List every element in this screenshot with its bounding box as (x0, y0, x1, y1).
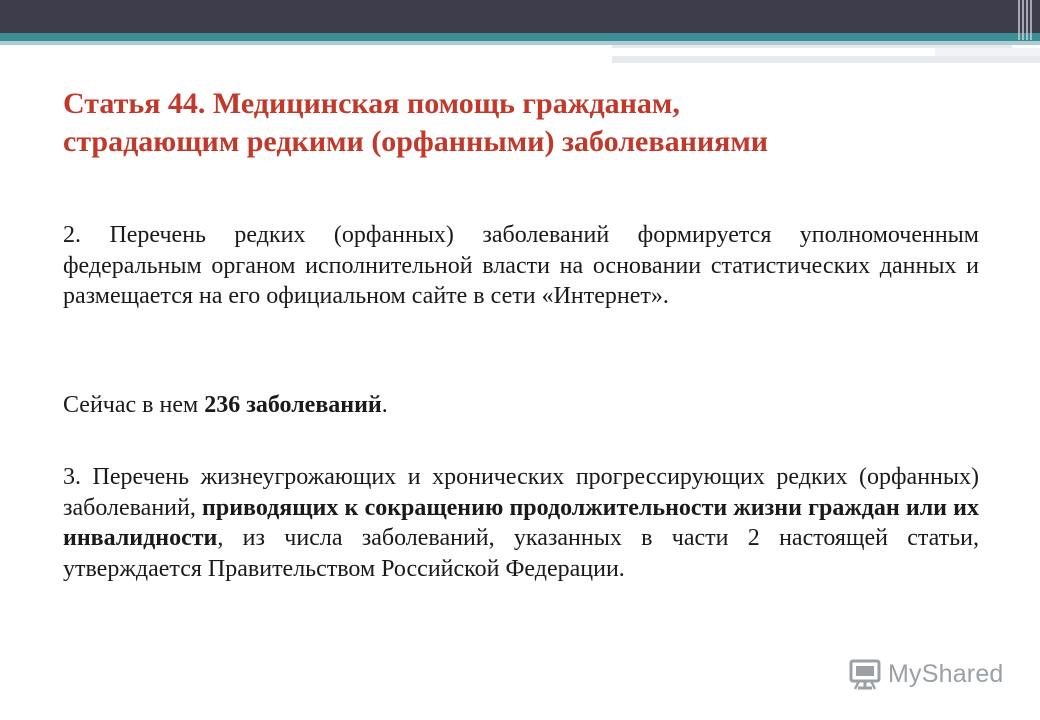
paragraph-3 (63, 462, 979, 584)
header-dark-band (0, 0, 1040, 33)
count-suffix: . (381, 392, 388, 418)
paragraph-2: 2. Перечень редких (орфанных) заболеваний формируется уполномоченным федеральным органом исполнительной власти на основании статистических данных и размещается на его официальном сайте в сети «Интернет». (63, 222, 979, 309)
watermark-text: MyShared (888, 659, 1004, 688)
decorative-line (935, 48, 1040, 56)
disease-count: 236 заболеваний (204, 392, 382, 418)
decorative-line (612, 56, 1040, 63)
slide-title-line-2: страдающим редкими (орфанными) заболеваниями (63, 125, 769, 158)
paragraph-3-suffix: , из числа заболеваний, указанных в части 2 настоящей статьи, утверждается Правительством Российской Федерации. (63, 525, 979, 582)
myshared-watermark[interactable] (848, 656, 1004, 692)
slide-title (63, 85, 993, 161)
paragraph-3-emphasis: приводящих к сокращению продолжительности жизни граждан или их инвалидности (63, 494, 980, 551)
paragraph-disease-count (63, 390, 979, 421)
paragraph-3-prefix: 3. Перечень жизнеугрожающих и хронических прогрессирующих редких (орфанных) заболеваний, (63, 464, 979, 521)
decorative-stripes (1018, 0, 1032, 40)
slide-title-line-1: Статья 44. Медицинская помощь гражданам, (63, 87, 680, 120)
header-teal-band (0, 33, 1040, 41)
count-prefix: Сейчас в нем (63, 392, 205, 418)
presentation-board-icon (848, 657, 882, 691)
